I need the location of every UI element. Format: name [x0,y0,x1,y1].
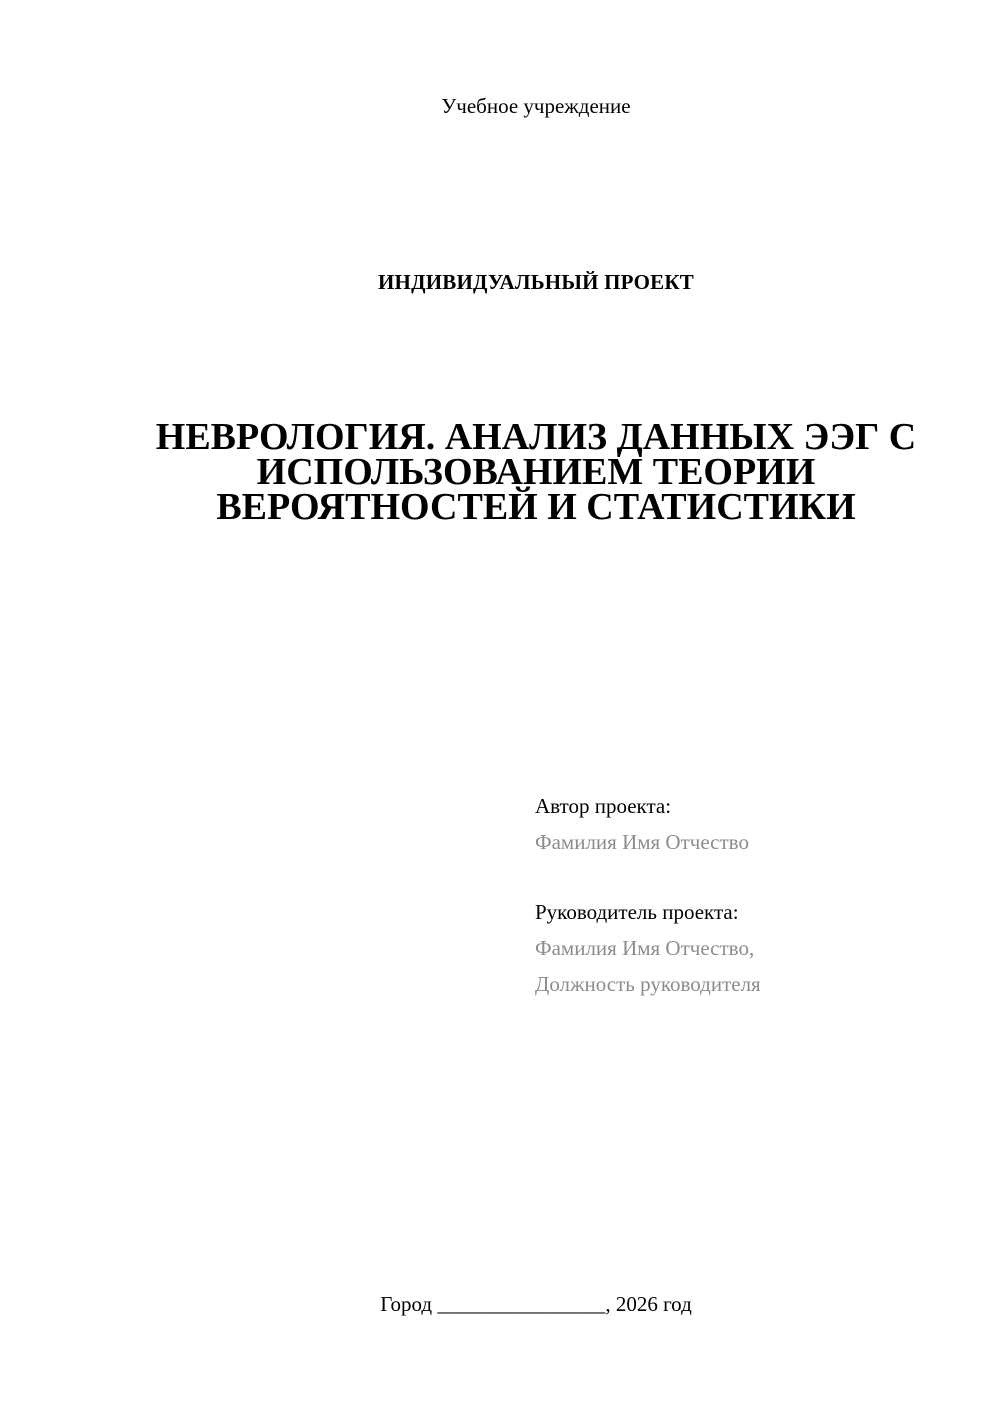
city-year-line: Город ________________, 2026 год [380,1292,692,1316]
project-title [100,416,972,528]
supervisor-name-placeholder: Фамилия Имя Отчество, [535,936,755,960]
author-name-placeholder: Фамилия Имя Отчество [535,830,749,854]
institution-name: Учебное учреждение [441,94,631,118]
author-label: Автор проекта: [535,794,672,818]
project-title-line-2: ИСПОЛЬЗОВАНИЕМ ТЕОРИИ [256,451,816,493]
authors-block [535,788,975,1002]
supervisor-position-placeholder: Должность руководителя [535,972,761,996]
project-title-line-3: ВЕРОЯТНОСТЕЙ И СТАТИСТИКИ [216,486,856,528]
project-title-line-1: НЕВРОЛОГИЯ. АНАЛИЗ ДАННЫХ ЭЭГ С [155,416,917,458]
document-type: ИНДИВИДУАЛЬНЫЙ ПРОЕКТ [378,270,694,294]
supervisor-label: Руководитель проекта: [535,900,739,924]
spacer [535,860,975,894]
